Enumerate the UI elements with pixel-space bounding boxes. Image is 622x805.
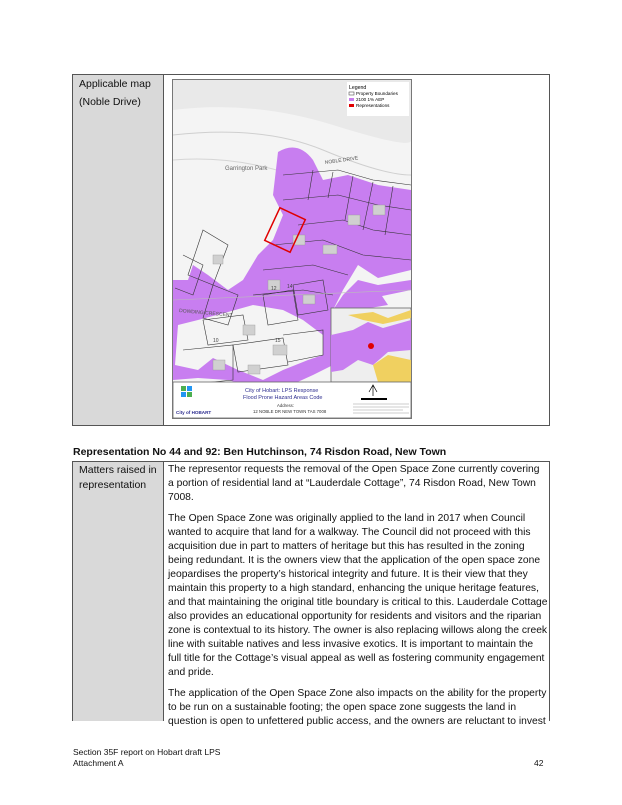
page-number: 42	[534, 758, 544, 768]
legend-item: Property Boundaries	[356, 91, 398, 96]
lot-number: 15	[275, 338, 281, 344]
flood-map	[172, 79, 412, 419]
hobart-logo: City of HOBART	[176, 410, 212, 415]
paragraph: The Open Space Zone was originally applied to the land in 2017 when Council wanted to acquire that land for a walkway. The Council did not proceed with this acquisition due in part to matters of heritage but this has resulted in the zoning being redundant. It is the owners view that the application of the open space zone jeopardises the property’s historical integrity and future. It is their view that they maintain this property to a high standard, enhancing the unique heritage features, and that maintaining the original title boundary is critical to this. Lauderdale Cottage also provides an educational opportunity for residents and visitors and the riparian zone is contextual to its history. The owner is also replacing willows along the creek line with suitable natives and less invasive exotics. It is important to maintain the full title for the Cottage’s visual appeal as well as fostering community engagement and pride.	[168, 513, 548, 678]
matters-label-cell	[73, 462, 164, 721]
map-title-line1: City of Hobart: LPS Response	[245, 388, 319, 394]
street-label-noble: NOBLE DRIVE	[324, 155, 359, 166]
map-label-cell	[73, 75, 164, 425]
lot-number: 12	[271, 286, 277, 292]
legend-item: 2100 1% AEP	[356, 97, 385, 102]
matters-content-cell	[168, 463, 548, 736]
map-title-block	[173, 382, 411, 418]
legend-title: Legend	[349, 85, 367, 91]
address-label: Address:	[277, 403, 294, 408]
map-label-line2: (Noble Drive)	[79, 96, 141, 108]
representation-heading: Representation No 44 and 92: Ben Hutchinson, 74 Risdon Road, New Town	[73, 446, 447, 458]
legend-item: Representations	[356, 103, 390, 108]
address-value: 12 NOBLE DR NEW TOWN TAS 7008	[253, 409, 327, 414]
lot-number: 10	[213, 338, 219, 344]
map-table	[72, 74, 550, 426]
paragraph: The representor requests the removal of the Open Space Zone currently covering a portion of residential land at “Lauderdale Cottage”, 74 Risdon Road, New Town 7008.	[168, 464, 540, 503]
footer-line1: Section 35F report on Hobart draft LPS	[73, 747, 221, 757]
map-title-line2: Flood Prone Hazard Areas Code	[243, 395, 323, 401]
page-footer	[73, 747, 220, 769]
matters-label-line1: Matters raised in	[79, 464, 157, 476]
matters-table	[72, 461, 550, 727]
footer-line2: Attachment A	[73, 758, 124, 768]
paragraph: The application of the Open Space Zone also impacts on the ability for the property to be run on a sustainable footing; the open space zone suggests the land in question is open to unfettered public access, and the owners are reluctant to invest	[168, 688, 547, 727]
place-label: Garrington Park	[225, 166, 268, 172]
lot-number: 14	[287, 284, 293, 290]
map-legend	[347, 82, 409, 116]
map-label-line1: Applicable map	[79, 78, 151, 90]
street-label-dowding: DOWDING CRESCENT	[178, 308, 233, 319]
matters-label-line2: representation	[79, 479, 147, 491]
inset-map	[331, 308, 411, 382]
